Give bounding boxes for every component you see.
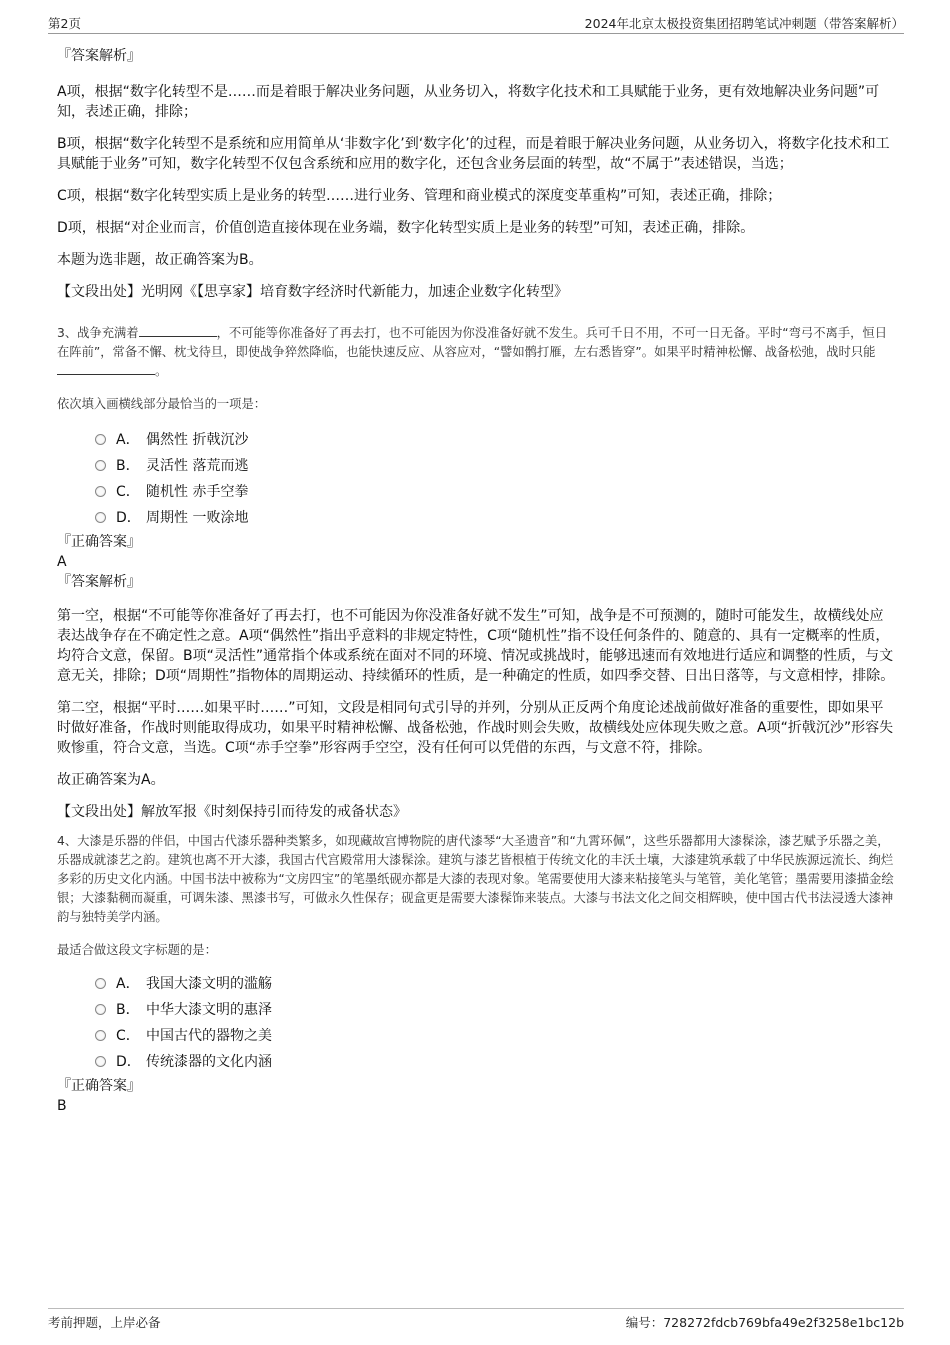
option-key: D． (116, 1054, 141, 1070)
option-key: A． (116, 976, 140, 992)
document-body (57, 44, 895, 1116)
page-header (48, 14, 904, 34)
option-text: 随机性 赤手空拳 (146, 484, 249, 500)
q2-source: 【文段出处】光明网《【思享家】培育数字经济时代新能力，加速企业数字化转型》 (57, 284, 568, 300)
option-key: A． (116, 432, 140, 448)
q3-source: 【文段出处】解放军报《时刻保持引而待发的戒备状态》 (57, 804, 407, 820)
q3-blank-2 (57, 362, 155, 375)
q3-analysis-para-2: 第二空，根据“平时……如果平时……”可知，文段是相同句式引导的并列，分别从正反两个角度论述战前做好准备的重要性，即如果平时做好准备，作战时则能取得成功，如果平时精神松懈、战备松弛，作战时则会失败，故横线处应体现失败之意。A项“折戟沉沙”形容失败惨重，符合文意，当选。C项“赤手空拳”形容两手空空，没有任何可以凭借的东西，与文意不符，排除。 (57, 700, 894, 756)
q2-conclusion: 本题为选非题，故正确答案为B。 (57, 252, 263, 268)
radio-icon[interactable] (95, 434, 106, 445)
radio-icon[interactable] (95, 1004, 106, 1015)
option-text: 传统漆器的文化内涵 (146, 1054, 272, 1070)
option-text: 周期性 一败涂地 (146, 510, 249, 526)
q4-stem: 4、大漆是乐器的伴侣，中国古代漆乐器种类繁多，如现藏故宫博物院的唐代漆琴“大圣遗音”和“九霄环佩”，这些乐器都用大漆髹涂，漆艺赋予乐器之美，乐器成就漆艺之韵。建筑也离不开大漆，我国古代宫殿常用大漆髹涂。建筑与漆艺皆根植于传统文化的丰沃土壤，大漆建筑承载了中华民族源远流长、绚烂多彩的历史文化内涵。中国书法中被称为“文房四宝”的笔墨纸砚亦都是大漆的表现对象。笔需要使用大漆来粘接笔头与笔管，美化笔管；墨需要用漆描金绘银；大漆黏稠而凝重，可调朱漆、黑漆书写，可做永久性保存；砚盒更是需要大漆髹饰来装点。大漆与书法文化之间交相辉映，使中国古代书法浸透大漆神韵与独特美学内涵。 (57, 834, 894, 924)
q3-answer-heading: 『正确答案』 (57, 534, 141, 550)
q3-options (57, 426, 895, 530)
q4-answer-heading: 『正确答案』 (57, 1078, 141, 1094)
option-text: 我国大漆文明的滥觞 (146, 976, 272, 992)
footer-divider (48, 1308, 904, 1309)
q3-stem (57, 324, 895, 381)
q3-option-a[interactable] (57, 426, 895, 452)
q3-stem-middle: ，不可能等你准备好了再去打，也不可能因为你没准备好就不发生。兵可千日不用，不可一日无备。平时“弯弓不离手，恒日在阵前”，常备不懈、枕戈待旦，即使战争猝然降临，也能快速反应、从容应对，“譬如鹘打雁，左右悉皆穿”。如果平时精神松懈、战备松弛，战时只能 (57, 326, 888, 359)
q4-option-b[interactable] (57, 996, 895, 1022)
q3-conclusion: 故正确答案为A。 (57, 772, 165, 788)
q4-prompt: 最适合做这段文字标题的是： (57, 943, 217, 957)
q3-stem-end: 。 (155, 364, 168, 378)
code-label: 编号： (625, 1315, 664, 1330)
radio-icon[interactable] (95, 1056, 106, 1067)
q3-answer: A (57, 554, 67, 570)
q4-option-d[interactable] (57, 1048, 895, 1074)
q3-analysis-para-1: 第一空，根据“不可能等你准备好了再去打，也不可能因为你没准备好就不发生”可知，战争是不可预测的，随时可能发生，故横线处应表达战争存在不确定性之意。A项“偶然性”指出乎意料的非规定特性，C项“随机性”指不设任何条件的、随意的、具有一定概率的性质，均符合文意，保留。B项“灵活性”通常指个体或系统在面对不同的环境、情况或挑战时，能够迅速而有效地进行适应和调整的性质，与文意无关，排除；D项“周期性”指物体的周期运动、持续循环的性质，是一种确定的性质，如四季交替、日出日落等，与文意相悖，排除。 (57, 608, 895, 684)
option-text: 灵活性 落荒而逃 (146, 458, 249, 474)
option-key: D． (116, 510, 141, 526)
q3-option-c[interactable] (57, 478, 895, 504)
radio-icon[interactable] (95, 460, 106, 471)
q3-blank-1 (139, 324, 217, 337)
radio-icon[interactable] (95, 978, 106, 989)
q3-option-d[interactable] (57, 504, 895, 530)
option-key: B． (116, 458, 140, 474)
option-key: C． (116, 1028, 140, 1044)
radio-icon[interactable] (95, 1030, 106, 1041)
q4-option-c[interactable] (57, 1022, 895, 1048)
q2-analysis-para-b: B项，根据“数字化转型不是系统和应用简单从‘非数字化’到‘数字化’的过程，而是着眼于解决业务问题，从业务切入，将数字化技术和工具赋能于业务”可知，数字化转型不仅包含系统和应用的数字化，还包含业务层面的转型，故“不属于”表述错误，当选； (57, 136, 890, 172)
q2-analysis-heading: 『答案解析』 (57, 48, 141, 64)
header-divider (48, 33, 904, 34)
option-key: B． (116, 1002, 140, 1018)
code-value: 728272fdcb769bfa49e2f3258e1bc12b (663, 1315, 904, 1330)
radio-icon[interactable] (95, 512, 106, 523)
option-text: 中国古代的器物之美 (146, 1028, 272, 1044)
q3-prompt: 依次填入画横线部分最恰当的一项是： (57, 397, 267, 411)
q2-analysis-para-d: D项，根据“对企业而言，价值创造直接体现在业务端，数字化转型实质上是业务的转型”可知，表述正确，排除。 (57, 220, 755, 236)
option-text: 中华大漆文明的惠泽 (146, 1002, 272, 1018)
q2-analysis-para-c: C项，根据“数字化转型实质上是业务的转型……进行业务、管理和商业模式的深度变革重构”可知，表述正确，排除； (57, 188, 782, 204)
q4-options (57, 970, 895, 1074)
radio-icon[interactable] (95, 486, 106, 497)
option-text: 偶然性 折戟沉沙 (146, 432, 249, 448)
document-code (626, 1313, 904, 1331)
q4-option-a[interactable] (57, 970, 895, 996)
q2-analysis-para-a: A项，根据“数字化转型不是……而是着眼于解决业务问题，从业务切入，将数字化技术和工具赋能于业务，更有效地解决业务问题”可知，表述正确，排除； (57, 84, 880, 120)
q3-analysis-heading: 『答案解析』 (57, 574, 141, 590)
page-number: 第2页 (48, 16, 81, 31)
document-title: 2024年北京太极投资集团招聘笔试冲刺题（带答案解析） (584, 16, 904, 31)
footer-slogan: 考前押题，上岸必备 (48, 1315, 161, 1330)
q3-stem-start: 3、战争充满着 (57, 326, 139, 340)
q3-option-b[interactable] (57, 452, 895, 478)
option-key: C． (116, 484, 140, 500)
q4-answer: B (57, 1098, 67, 1114)
